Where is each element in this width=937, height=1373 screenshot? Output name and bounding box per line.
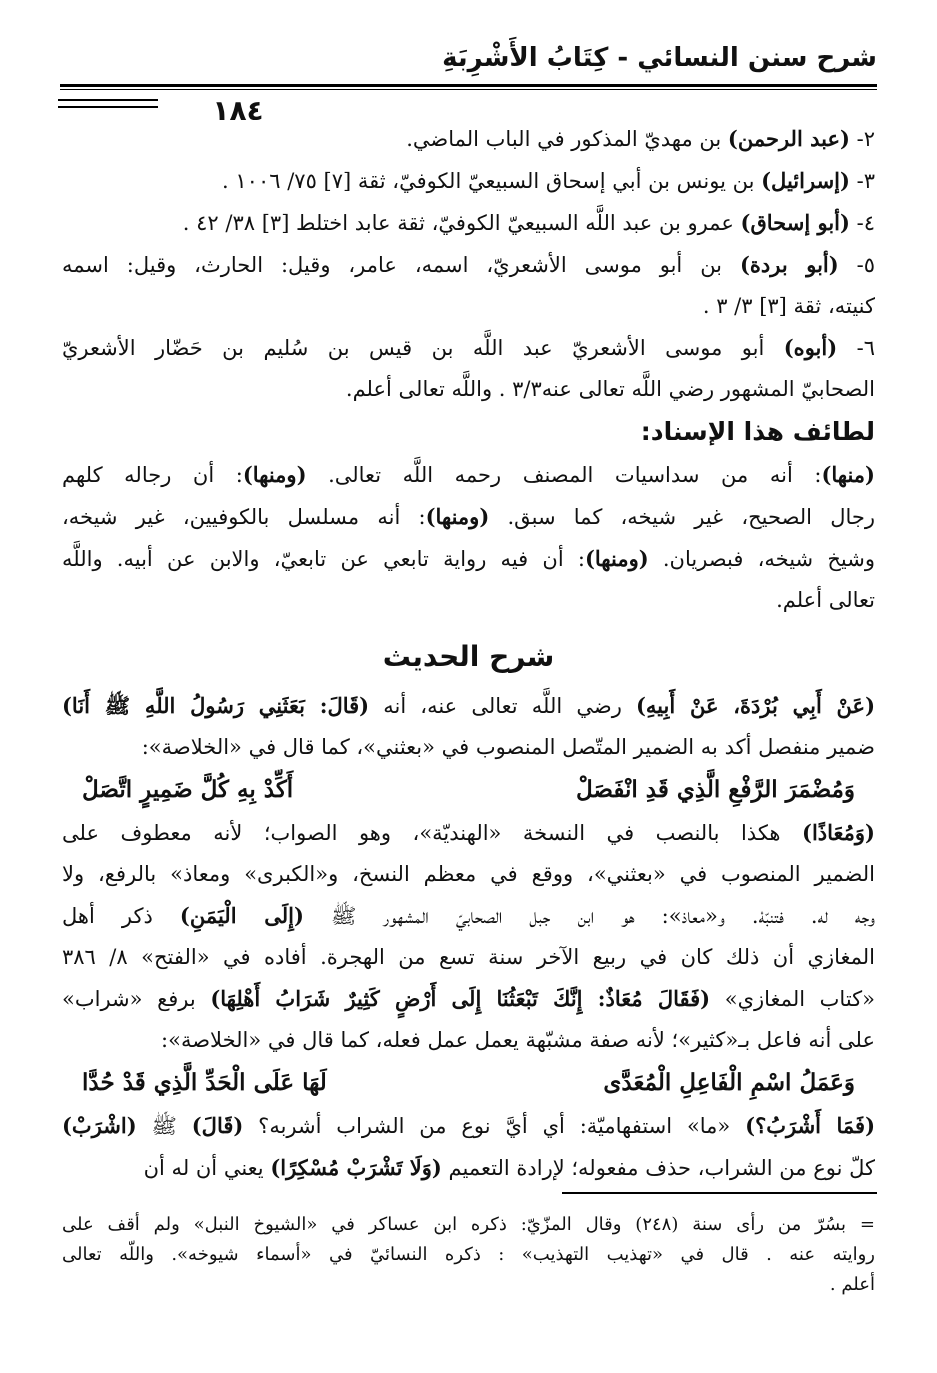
verse-hemistich-first: وَمُضْمَرَ الرَّفْعِ الَّذِي قَدِ انْفَصَلْ xyxy=(575,776,855,803)
text-run: الصحابيّ المشهور رضي اللَّه تعالى عنه٣/٣ . واللَّه تعالى أعلم. xyxy=(345,377,875,401)
page-number-rule xyxy=(58,99,158,101)
text-run: بن أبو موسى الأشعريّ، اسمه، عامر، وقيل: الحارث، وقيل: اسمه xyxy=(62,253,740,277)
text-run: برفع «شراب» xyxy=(62,987,211,1011)
text-line xyxy=(62,202,875,244)
bold-phrase: (ومنها) xyxy=(425,504,490,529)
text-run: «ما» استفهاميّة: أي أيَّ نوع من الشراب أشربه؟ xyxy=(243,1114,746,1138)
narrator-entry xyxy=(62,244,875,327)
text-run: بن يونس بن أبي إسحاق السبيعيّ الكوفيّ، ثقة [٧] ٧٥/ ١٠٠٦ . xyxy=(222,169,762,193)
text-line xyxy=(62,978,875,1020)
text-line xyxy=(62,1240,875,1270)
bold-phrase: (إِلَى الْيَمَنِ) xyxy=(179,903,304,928)
text-run: تعالى أعلم. xyxy=(776,588,875,612)
sharh-paragraph xyxy=(62,685,875,768)
text-run: كنيته، ثقة [٣] ٣/ ٣ . xyxy=(702,294,875,318)
footnote-rule xyxy=(562,1192,877,1194)
bold-phrase: (عبد الرحمن) xyxy=(727,126,850,151)
text-run: وجه له. فتنبّهْ. و«معاذ»: هو ابن جبل الصحابيّ المشهور ﷺ xyxy=(303,904,875,928)
bold-phrase: (فَقَالَ مُعَاذٌ: إِنَّكَ تَبْعَثُنَا إِلَى أَرْضٍ كَثِيرٌ شَرَابُ أَهْلِهَا) xyxy=(210,986,711,1011)
text-line xyxy=(62,1210,875,1240)
bold-phrase: (ومنها) xyxy=(242,462,307,487)
text-run: أعلم . xyxy=(829,1274,875,1295)
running-head: شرح سنن النسائي - كِتَابُ الأَشْرِبَةِ xyxy=(442,43,877,73)
narrator-list xyxy=(62,118,875,410)
text-line xyxy=(62,286,875,327)
text-run: ٦- xyxy=(837,336,875,360)
text-run: ٢- xyxy=(849,127,875,151)
text-run: ضمير منفصل أكد به الضمير المتّصل المنصوب في «بعثني»، كما قال في «الخلاصة»: xyxy=(141,735,875,759)
text-line xyxy=(62,937,875,978)
text-line xyxy=(62,118,875,160)
text-run: : أنه مسلسل بالكوفيين، غير شيخه، xyxy=(62,505,426,529)
text-line xyxy=(62,369,875,410)
text-run: ٣- xyxy=(849,169,875,193)
text-run: : أنه من سداسيات المصنف رحمه اللَّه تعالى. xyxy=(306,463,822,487)
verse-line xyxy=(62,1061,875,1105)
sharh-paragraph xyxy=(62,1105,875,1189)
text-line xyxy=(62,1105,875,1147)
text-run: الضمير المنصوب في «بعثني»، ووقع في معظم النسخ، و«الكبرى» ومعاذ» بالرفع، ولا xyxy=(62,862,875,886)
text-line xyxy=(62,895,875,937)
text-run: : أن فيه رواية تابعي عن تابعيّ، والابن عن أبيه. واللَّه xyxy=(62,547,585,571)
text-run: أبو موسى الأشعريّ عبد اللَّه بن قيس بن سُليم بن حَضّار الأشعريّ xyxy=(62,336,784,360)
page-number: ١٨٤ xyxy=(212,94,264,127)
page-number-rule xyxy=(58,106,158,108)
bold-phrase: (إسرائيل) xyxy=(761,168,850,193)
text-run: = بسُرّ من رأى سنة (٢٤٨) وقال المزّيّ: ذكره ابن عساكر في «الشيوخ النبل» ولم أقف على xyxy=(62,1214,875,1235)
text-line xyxy=(62,1020,875,1061)
verse-hemistich-second: أَكِّدْ بِهِ كُلَّ ضَمِيرٍ اتَّصَلْ xyxy=(82,776,294,803)
narrator-entry xyxy=(62,202,875,244)
footnotes xyxy=(62,1210,875,1300)
header-rule-thin xyxy=(60,89,877,90)
text-line xyxy=(62,1270,875,1300)
text-run: على أنه فاعل بـ«كثير»؛ لأنه صفة مشبّهة يعمل عمل فعله، كما قال في «الخلاصة»: xyxy=(161,1028,875,1052)
lataif-heading: لطائف هذا الإسناد: xyxy=(640,417,875,446)
text-line xyxy=(62,1147,875,1189)
lataif-paragraph xyxy=(62,454,875,621)
text-run: المغازي أن ذلك كان في ربيع الآخر سنة تسع من الهجرة. أفاده في «الفتح» ٨/ ٣٨٦ xyxy=(62,945,875,969)
bold-phrase: (وَلَا تَشْرَبْ مُسْكِرًا) xyxy=(270,1155,442,1180)
text-line xyxy=(62,854,875,895)
verse-hemistich-second: لَهَا عَلَى الْحَدِّ الَّذِي قَدْ حُدَّا xyxy=(82,1069,327,1096)
bold-phrase: (أبو بردة) xyxy=(739,252,839,277)
text-run: ﷺ xyxy=(136,1114,192,1138)
bold-phrase: (قَالَ) xyxy=(191,1113,244,1138)
text-run: يعني أن له أن xyxy=(143,1156,271,1180)
main-text xyxy=(62,118,875,1189)
narrator-entry xyxy=(62,160,875,202)
header-rule xyxy=(60,84,877,87)
bold-phrase: (وَمُعَاذًا) xyxy=(802,820,875,845)
text-run: ٥- xyxy=(838,253,875,277)
text-line xyxy=(62,812,875,854)
text-line xyxy=(62,580,875,621)
bold-phrase: (منها) xyxy=(821,462,875,487)
text-run: «كتاب المغازي» xyxy=(710,987,875,1011)
text-line xyxy=(62,496,875,538)
text-run: بن مهديّ المذكور في الباب الماضي. xyxy=(406,127,728,151)
bold-phrase: (فَمَا أَشْرَبُ؟) xyxy=(745,1113,875,1138)
text-line xyxy=(62,538,875,580)
text-run: : أن رجاله كلهم xyxy=(62,463,243,487)
narrator-entry xyxy=(62,118,875,160)
bold-phrase: (قَالَ: بَعَثَنِي رَسُولُ اللَّهِ ﷺ أَنَا) xyxy=(62,693,370,718)
verse-hemistich-first: وَعَمَلُ اسْمِ الْفَاعِلِ الْمُعَدَّى xyxy=(603,1069,855,1096)
narrator-entry xyxy=(62,327,875,410)
verse-line xyxy=(62,768,875,812)
text-line xyxy=(62,327,875,369)
text-run: روايته عنه . قال في «تهذيب التهذيب» : ذكره النسائيّ في «أسماء شيوخه». واللَّه تعالى xyxy=(62,1244,875,1265)
sharh-paragraph xyxy=(62,812,875,1061)
text-run: وشيخ شيخه، فبصريان. xyxy=(648,547,875,571)
text-run: كلّ نوع من الشراب، حذف مفعوله؛ لإرادة التعميم xyxy=(441,1156,875,1180)
bold-phrase: (عَنْ أَبِي بُرْدَةَ، عَنْ أَبِيهِ) xyxy=(635,693,875,718)
text-run: ٤- xyxy=(849,211,875,235)
text-line xyxy=(62,454,875,496)
bold-phrase: (ومنها) xyxy=(584,546,649,571)
bold-phrase: (اشْرَبْ) xyxy=(62,1113,137,1138)
text-line xyxy=(62,727,875,768)
text-line xyxy=(62,160,875,202)
text-run: ذكر أهل xyxy=(62,904,180,928)
text-run: رضي اللَّه تعالى عنه، أنه xyxy=(369,694,636,718)
text-run: هكذا بالنصب في النسخة «الهنديّة»، وهو الصواب؛ لأنه معطوف على xyxy=(62,821,803,845)
text-line xyxy=(62,244,875,286)
text-line xyxy=(62,685,875,727)
bold-phrase: (أبوه) xyxy=(783,335,838,360)
text-run: رجال الصحيح، غير شيخه، كما سبق. xyxy=(489,505,875,529)
sharh-heading: شرح الحديث xyxy=(382,640,555,673)
text-run: عمرو بن عبد اللَّه السبيعيّ الكوفيّ، ثقة عابد اختلط [٣] ٣٨/ ٤٢ . xyxy=(182,211,741,235)
bold-phrase: (أبو إسحاق) xyxy=(740,210,850,235)
